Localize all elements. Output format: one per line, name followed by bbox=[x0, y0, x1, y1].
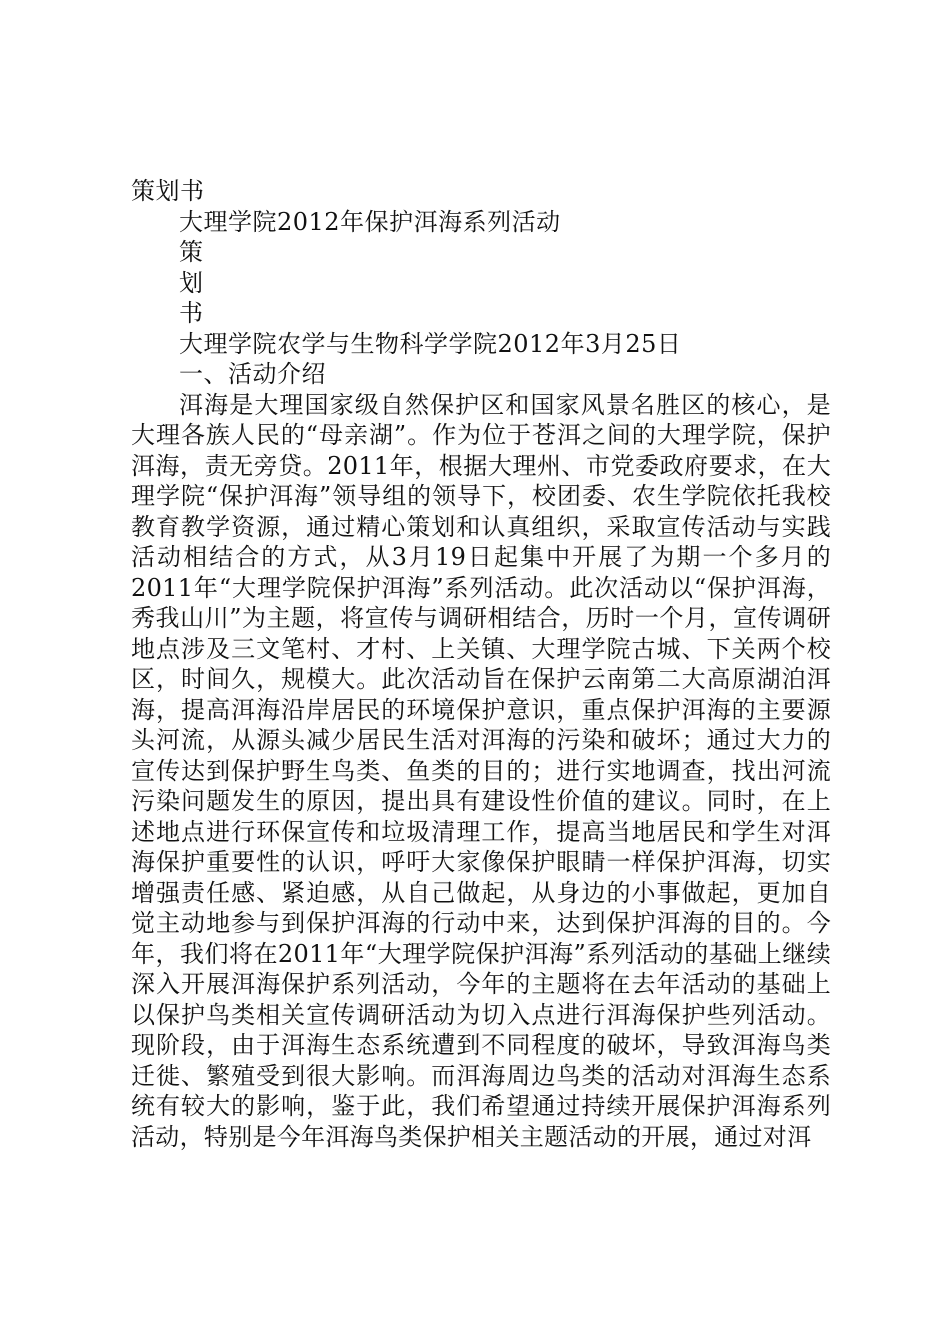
title-char-1: 策 bbox=[179, 238, 204, 266]
title-char-3: 书 bbox=[179, 299, 204, 327]
document-content bbox=[131, 176, 831, 1152]
title-line: 大理学院2012年保护洱海系列活动 bbox=[179, 207, 561, 236]
section-1-body: 洱海是大理国家级自然保护区和国家风景名胜区的核心，是大理各族人民的“母亲湖”。作为位于苍洱之间的大理学院，保护洱海，责无旁贷。2011年，根据大理州、市党委政府要求，在大理学院“保护洱海”领导组的领导下，校团委、农生学院依托我校教育教学资源，通过精心策划和认真组织，采取宣传活动与实践活动相结合的方式，从3月19日起集中开展了为期一个多月的2011年“大理学院保护洱海”系列活动。此次活动以“保护洱海，秀我山川”为主题，将宣传与调研相结合，历时一个月，宣传调研地点涉及三文笔村、才村、上关镇、大理学院古城、下关两个校区，时间久，规模大。此次活动旨在保护云南第二大高原湖泊洱海，提高洱海沿岸居民的环境保护意识，重点保护洱海的主要源头河流，从源头减少居民生活对洱海的污染和破坏；通过大力的宣传达到保护野生鸟类、鱼类的目的；进行实地调查，找出河流污染问题发生的原因，提出具有建设性价值的建议。同时，在上述地点进行环保宣传和垃圾清理工作，提高当地居民和学生对洱海保护重要性的认识，呼吁大家像保护眼睛一样保护洱海，切实增强责任感、紧迫感，从自己做起，从身边的小事做起，更加自觉主动地参与到保护洱海的行动中来，达到保护洱海的目的。今年，我们将在2011年“大理学院保护洱海”系列活动的基础上继续深入开展洱海保护系列活动，今年的主题将在去年活动的基础上以保护鸟类相关宣传调研活动为切入点进行洱海保护些列活动。现阶段，由于洱海生态系统遭到不同程度的破坏，导致洱海鸟类迁徙、繁殖受到很大影响。而洱海周边鸟类的活动对洱海生态系统有较大的影响，鉴于此，我们希望通过持续开展保护洱海系列活动，特别是今年洱海鸟类保护相关主题活动的开展，通过对洱 bbox=[131, 390, 831, 1151]
section-1-title: 一、活动介绍 bbox=[179, 360, 326, 388]
heading-top: 策划书 bbox=[131, 177, 205, 205]
title-char-2: 划 bbox=[179, 268, 204, 297]
date-line: 大理学院农学与生物科学学院2012年3月25日 bbox=[179, 329, 682, 358]
